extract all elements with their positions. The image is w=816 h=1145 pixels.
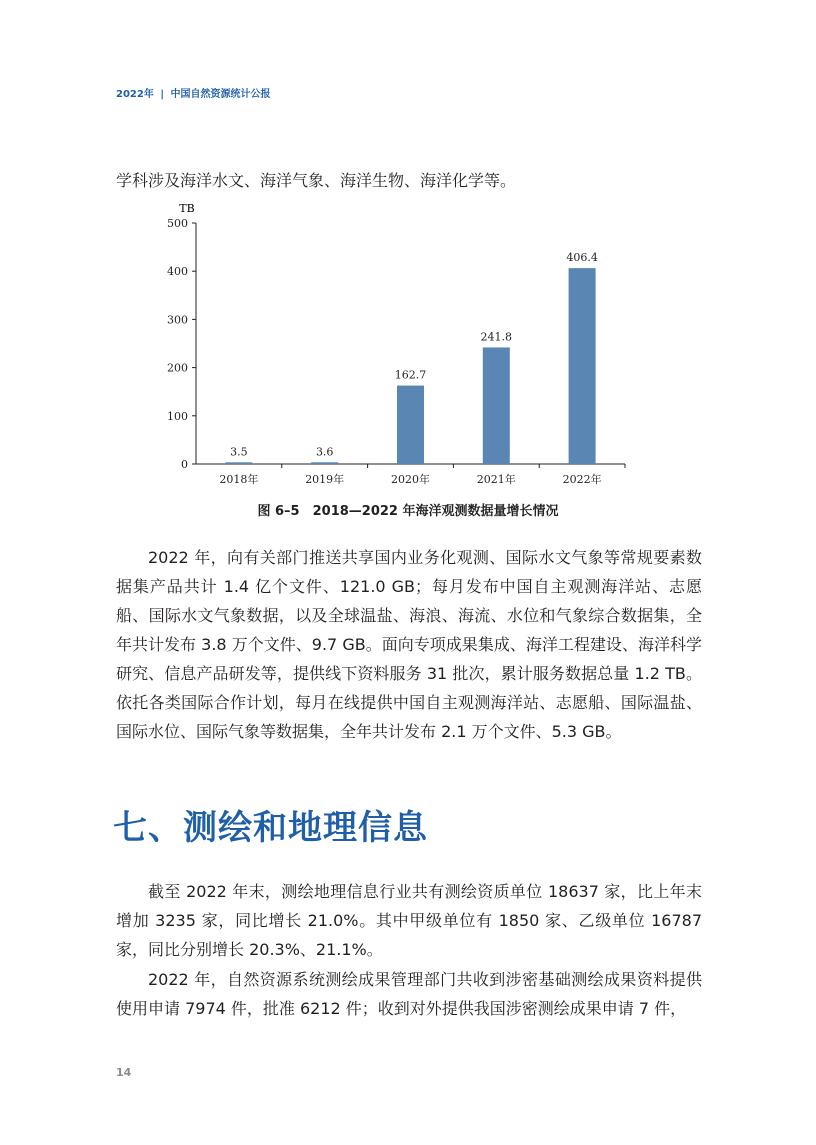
bar-value-label: 241.8 — [480, 330, 513, 344]
bar — [311, 462, 338, 464]
header-separator: | — [160, 89, 164, 100]
x-tick-label: 2018年 — [219, 473, 259, 486]
y-tick-label: 500 — [167, 217, 188, 230]
x-tick-label: 2019年 — [305, 473, 345, 486]
bar-value-label: 406.4 — [566, 251, 598, 265]
y-axis-unit-label: TB — [179, 202, 195, 215]
x-tick-label: 2020年 — [391, 473, 430, 486]
y-tick-label: 300 — [167, 313, 188, 327]
x-tick-label: 2021年 — [476, 473, 516, 486]
paragraph-data-sharing: 2022 年，向有关部门推送共享国内业务化观测、国际水文气象等常规要素数据集产品共计 1.4 亿个文件、121.0 GB；每月发布中国自主观测海洋站、志愿船、国际水文气象数据，以及全球温盐、海浪、海流、水位和气象综合数据集，全年共计发布 3.8 万个文件、9.7 GB。面向专项成果集成、海洋工程建设、海洋科学研究、信息产品研发等，提供线下资料服务 31 批次，累计服务数据总量 1.2 TB。依托各类国际合作计划，每月在线提供中国自主观测海洋站、志愿船、国际温盐、国际水位、国际气象等数据集，全年共计发布 2.1 万个文件、5.3 GB。 — [116, 548, 702, 741]
bar — [225, 462, 252, 464]
x-tick-label: 2022年 — [562, 473, 602, 486]
y-tick-label: 400 — [167, 265, 188, 279]
bar-value-label: 162.7 — [394, 368, 427, 382]
bar — [397, 386, 424, 464]
y-tick-label: 0 — [181, 458, 188, 471]
bar-chart — [0, 0, 816, 500]
y-tick-label: 100 — [167, 409, 188, 423]
paragraph-continuation: 学科涉及海洋水文、海洋气象、海洋生物、海洋化学等。 — [116, 171, 517, 190]
section-title: 七、测绘和地理信息 — [113, 808, 428, 848]
paragraph-surveying-results: 2022 年，自然资源系统测绘成果管理部门共收到涉密基础测绘成果资料提供使用申请 7974 件，批准 6212 件；收到对外提供我国涉密测绘成果申请 7 件， — [116, 970, 702, 1018]
page-number: 14 — [116, 1066, 132, 1079]
bar — [483, 347, 510, 464]
header-title: 中国自然资源统计公报 — [170, 89, 271, 100]
y-tick-label: 200 — [167, 361, 188, 375]
header-year: 2022年 — [116, 89, 154, 100]
figure-caption: 图 6–5 2018—2022 年海洋观测数据量增长情况 — [257, 504, 559, 519]
bar-value-label: 3.6 — [315, 445, 334, 459]
bar-value-label: 3.5 — [230, 445, 248, 459]
paragraph-surveying-units: 截至 2022 年末，测绘地理信息行业共有测绘资质单位 18637 家，比上年末增加 3235 家，同比增长 21.0%。其中甲级单位有 1850 家、乙级单位 16787 家，同比分别增长 20.3%、21.1%。 — [116, 882, 702, 959]
bar — [569, 268, 596, 464]
